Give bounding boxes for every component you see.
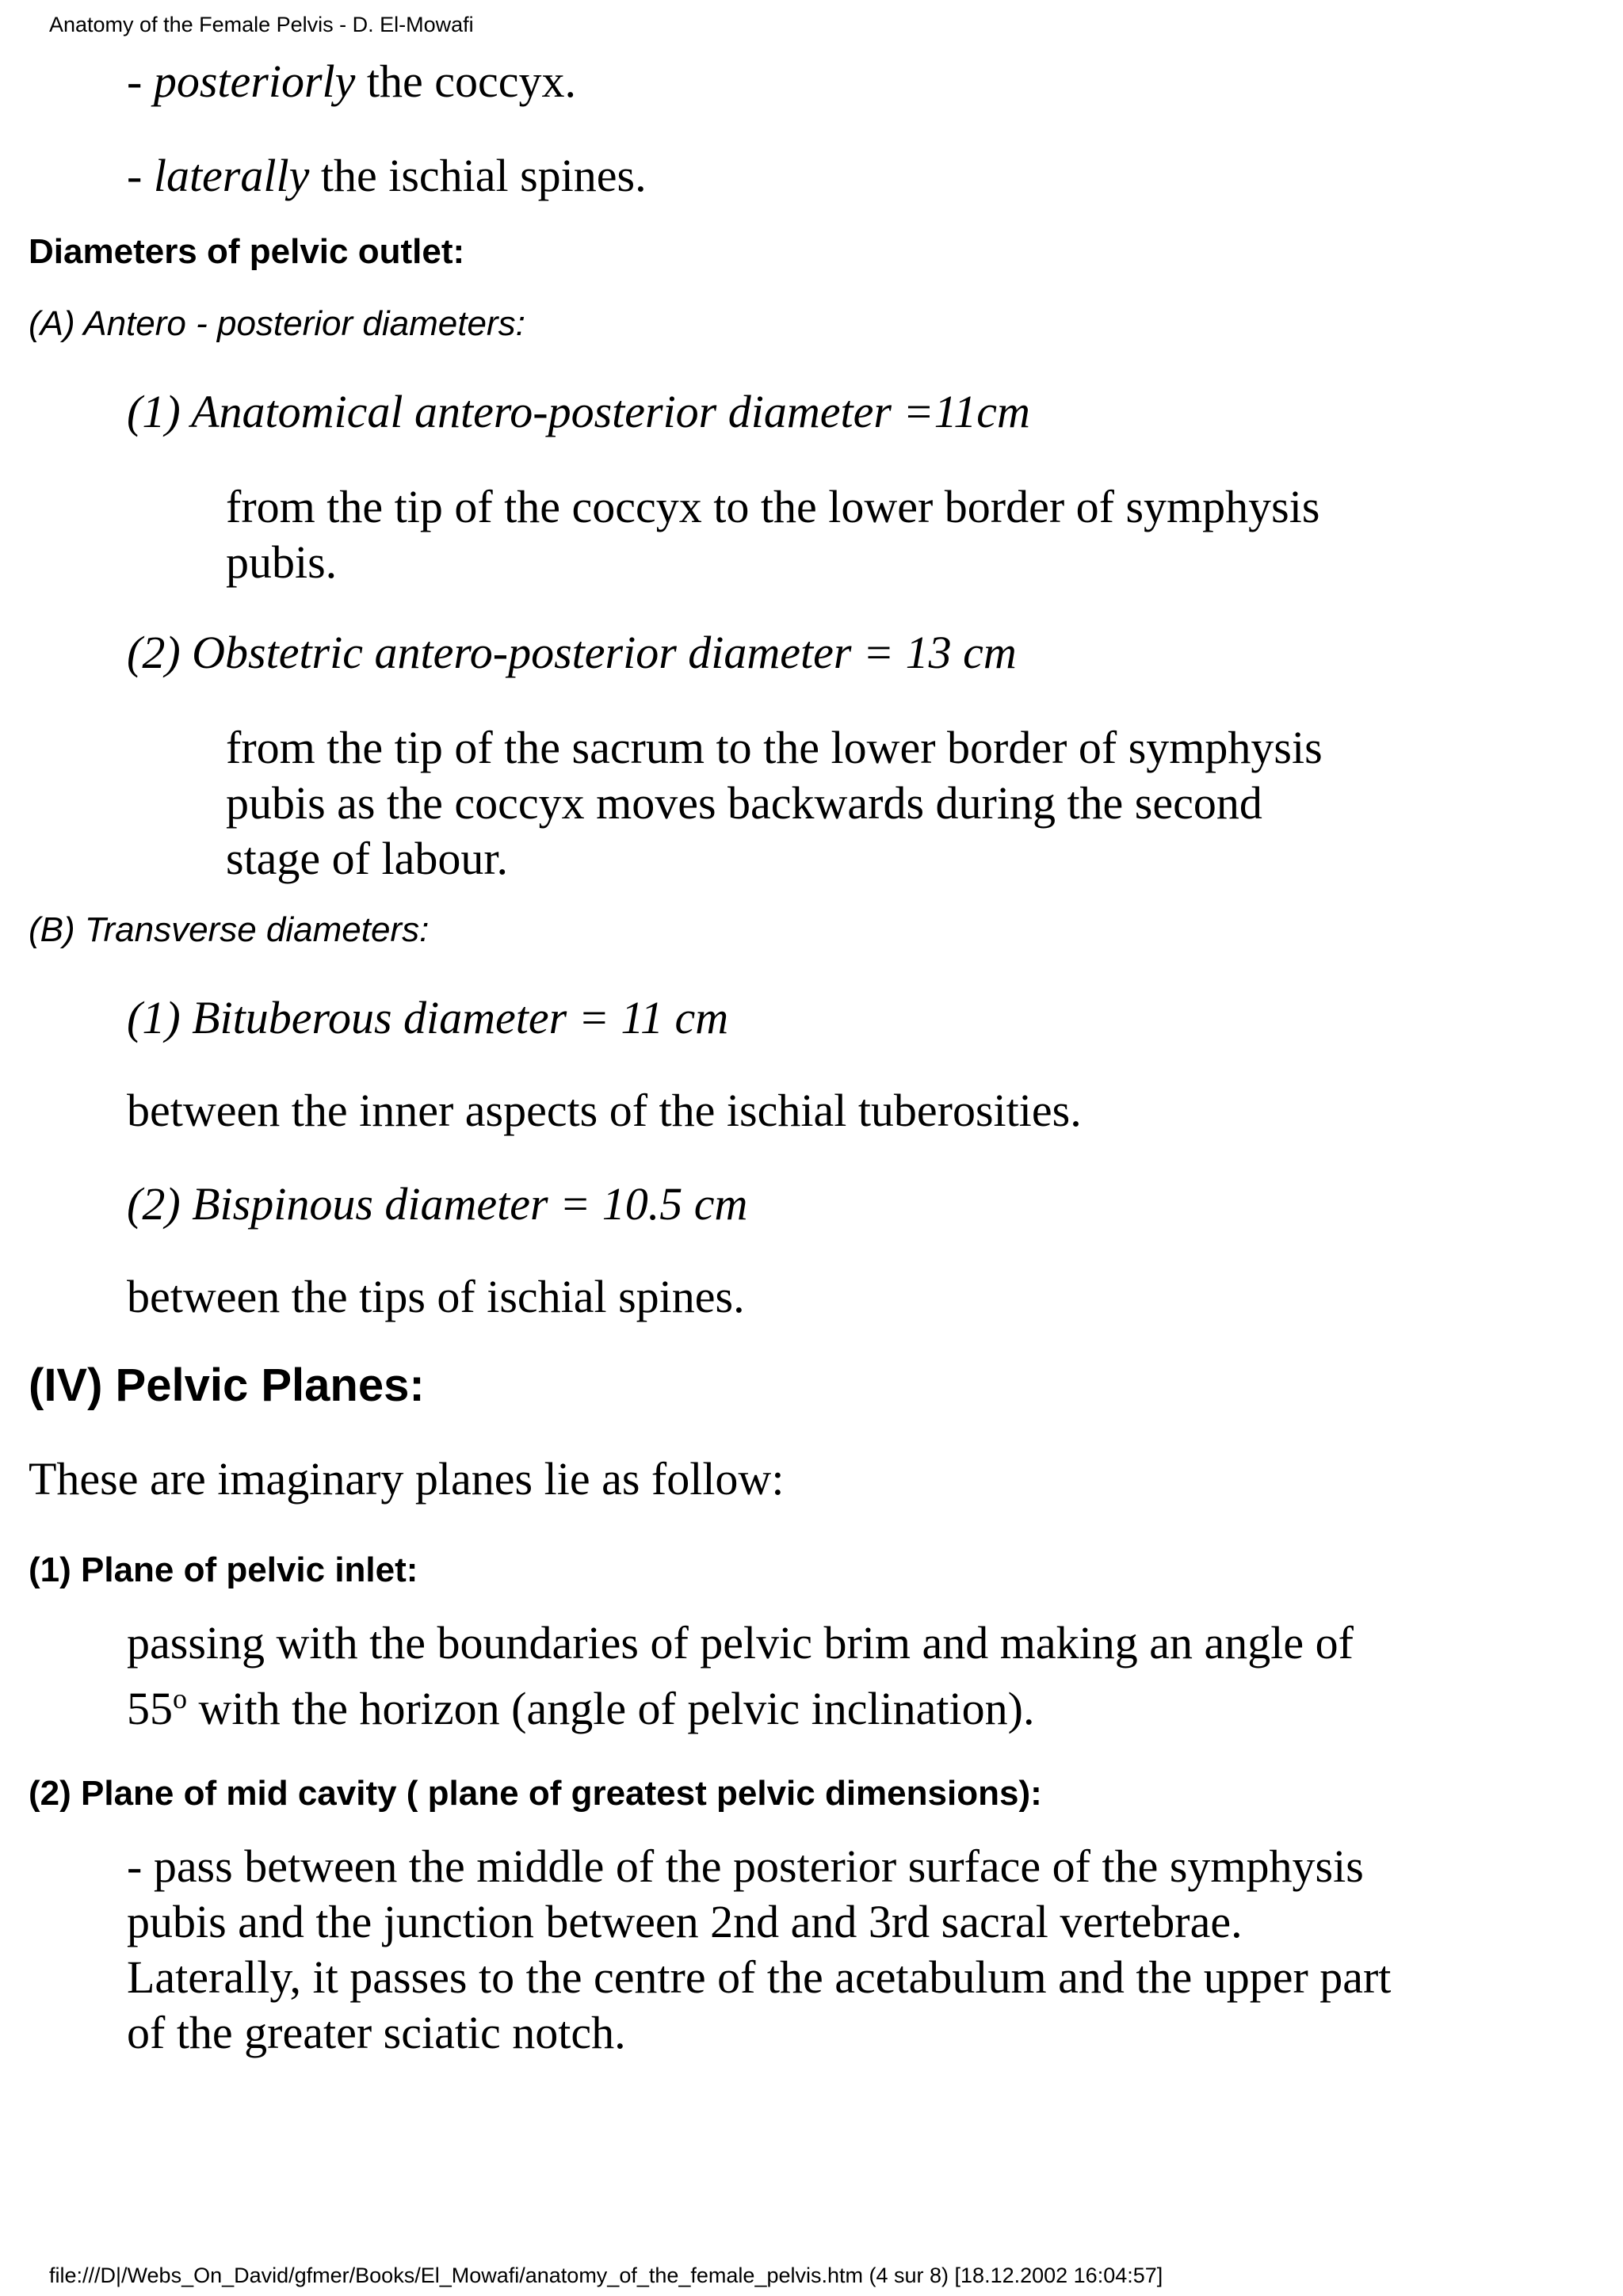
- boundary-laterally: [127, 148, 647, 204]
- plane-inlet-line2: [127, 1671, 1354, 1737]
- ap-item2-desc: [226, 720, 1323, 887]
- transverse-item2-desc: between the tips of ischial spines.: [127, 1271, 745, 1322]
- transverse-item2-title: (2) Bispinous diameter = 10.5 cm: [127, 1178, 748, 1230]
- pelvic-planes-intro: These are imaginary planes lie as follow:: [29, 1453, 785, 1505]
- page-footer-path: file:///D|/Webs_On_David/gfmer/Books/El_Mowafi/anatomy_of_the_female_pelvis.htm (4 sur 8) [18.12.2002 16:04:57]: [49, 2264, 1163, 2287]
- boundary-laterally-term: laterally: [153, 150, 310, 201]
- transverse-item1-title: (1) Bituberous diameter = 11 cm: [127, 992, 729, 1043]
- boundary-posteriorly-rest: the coccyx.: [355, 55, 576, 107]
- pelvic-planes-heading: (IV) Pelvic Planes:: [29, 1360, 425, 1411]
- boundary-laterally-rest: the ischial spines.: [309, 150, 647, 201]
- ap-item1-desc-line2: pubis.: [226, 536, 338, 588]
- ap-item2-desc-line3: stage of labour.: [226, 833, 508, 884]
- plane-mid-heading: (2) Plane of mid cavity ( plane of greatest pelvic dimensions):: [29, 1774, 1042, 1813]
- plane-inlet-degree-sup: o: [173, 1683, 187, 1714]
- ap-item1-desc: [226, 479, 1319, 590]
- boundary-posteriorly-prefix: -: [127, 55, 154, 107]
- plane-inlet-heading: (1) Plane of pelvic inlet:: [29, 1550, 418, 1589]
- ap-diameters-heading: (A) Antero - posterior diameters:: [29, 304, 525, 343]
- ap-item2-desc-line2: pubis as the coccyx moves backwards during the second: [226, 777, 1262, 829]
- plane-inlet-desc: [127, 1615, 1354, 1737]
- ap-item2-title: (2) Obstetric antero-posterior diameter = 13 cm: [127, 627, 1017, 678]
- ap-item1-title: (1) Anatomical antero-posterior diameter =11cm: [127, 386, 1030, 437]
- page-header: Anatomy of the Female Pelvis - D. El-Mowafi: [49, 13, 474, 36]
- boundary-posteriorly: [127, 54, 576, 109]
- boundary-laterally-prefix: -: [127, 150, 154, 201]
- plane-mid-line1: - pass between the middle of the posterior surface of the symphysis: [127, 1840, 1364, 1892]
- transverse-item1-desc: between the inner aspects of the ischial tuberosities.: [127, 1085, 1082, 1136]
- outlet-heading: Diameters of pelvic outlet:: [29, 232, 465, 271]
- plane-inlet-angle-number: 55: [127, 1683, 173, 1734]
- ap-item2-desc-line1: from the tip of the sacrum to the lower border of symphysis: [226, 722, 1323, 773]
- boundary-posteriorly-term: posteriorly: [153, 55, 356, 107]
- transverse-diameters-heading: (B) Transverse diameters:: [29, 910, 430, 949]
- plane-mid-line4: of the greater sciatic notch.: [127, 2007, 626, 2058]
- plane-mid-line2: pubis and the junction between 2nd and 3rd sacral vertebrae.: [127, 1896, 1243, 1947]
- plane-mid-desc: [127, 1839, 1391, 2061]
- ap-item1-desc-line1: from the tip of the coccyx to the lower border of symphysis: [226, 481, 1320, 532]
- plane-inlet-line1: passing with the boundaries of pelvic brim and making an angle of: [127, 1617, 1354, 1669]
- plane-inlet-line2-rest: with the horizon (angle of pelvic inclination).: [187, 1683, 1035, 1734]
- plane-mid-line3: Laterally, it passes to the centre of the acetabulum and the upper part: [127, 1951, 1392, 2003]
